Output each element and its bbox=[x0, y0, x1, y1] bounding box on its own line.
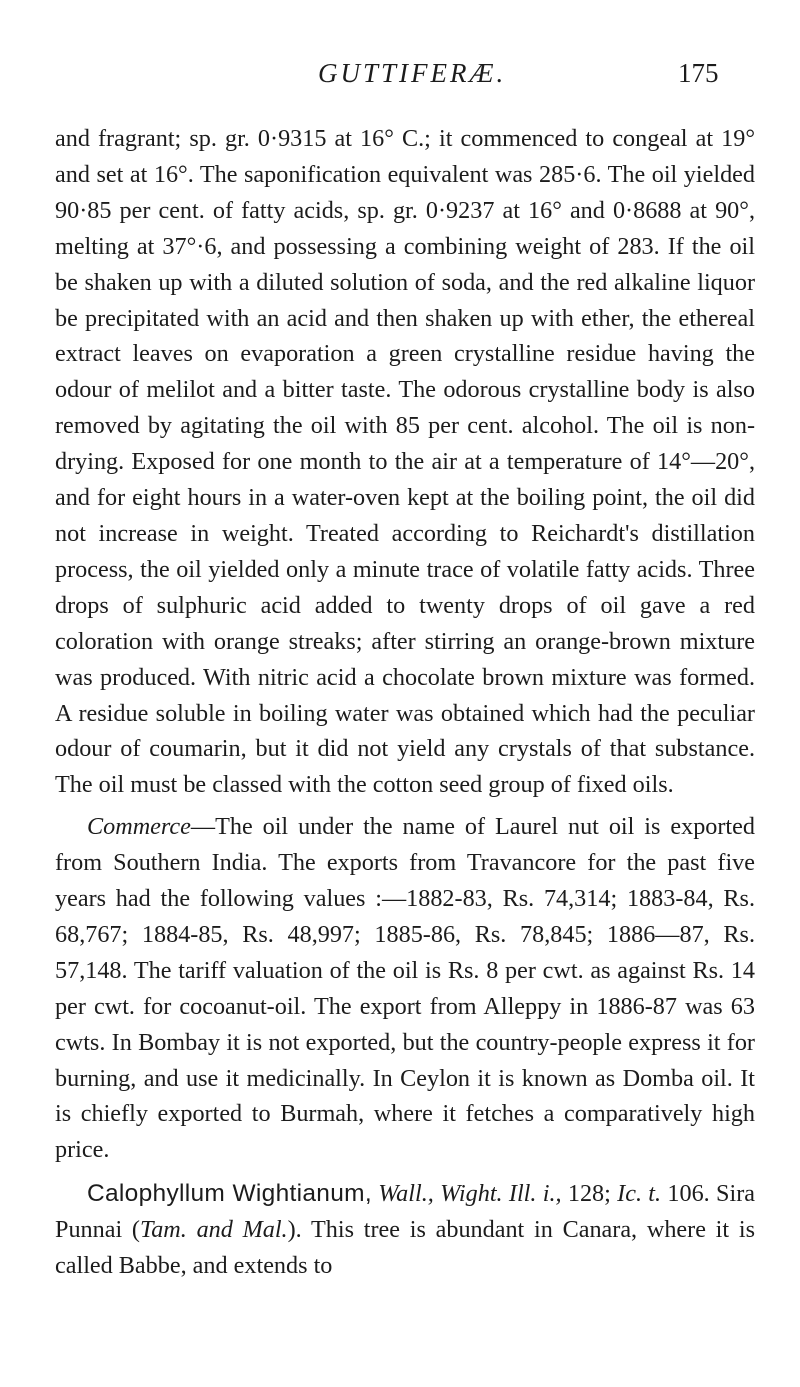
species-vernacular-languages: Tam. and Mal. bbox=[139, 1216, 288, 1244]
commerce-text: —The oil under the name of Laurel nut oil is exported from Southern India. The exports from Travancore for the past five years had the following values :—1882-83, Rs. 74,314; 1883-84, Rs. 68,767; 1884-85, Rs. 48,997; 1885-86, Rs. 78,845; 1886—87, Rs. 57,148. The tariff valuation of the oil is Rs. 8 per cwt. as against Rs. 14 per cwt. for cocoanut-oil. The export from Alleppy in 1886-87 was 63 cwts. In Bombay it is not exported, but the country-people express it for burning, and use it medicinally. In Ceylon it is known as Domba oil. It is chiefly exported to Burmah, where it fetches a comparatively high price. bbox=[55, 813, 755, 1164]
commerce-heading: Commerce bbox=[87, 813, 191, 841]
page-number: 175 bbox=[678, 58, 719, 88]
species-reference-wallich: Wall., Wight. Ill. i., bbox=[378, 1180, 562, 1208]
running-title: GUTTIFERÆ. bbox=[318, 58, 507, 88]
paragraph-commerce bbox=[55, 809, 755, 1168]
running-head bbox=[0, 58, 800, 98]
species-text-2: 106. Sira Punnai ( bbox=[55, 1180, 755, 1244]
species-reference-icones: Ic. t. bbox=[617, 1180, 662, 1208]
species-text-3: ). This tree is abundant in Canara, where it is called Babbe, and extends to bbox=[55, 1216, 755, 1280]
paragraph-oil-analysis: and fragrant; sp. gr. 0·9315 at 16° C.; it commenced to congeal at 19° and set at 16°. The saponification equivalent was 285·6. The oil yielded 90·85 per cent. of fatty acids, sp. gr. 0·9237 at 16° and 0·8688 at 90°, melting at 37°·6, and possessing a combining weight of 283. If the oil be shaken up with a diluted solution of soda, and the red alkaline liquor be precipitated with an acid and then shaken up with ether, the ethereal extract leaves on evaporation a green crystalline residue having the odour of melilot and a bitter taste. The odorous crystalline body is also removed by agitating the oil with 85 per cent. alcohol. The oil is non-drying. Exposed for one month to the air at a temperature of 14°—20°, and for eight hours in a water-oven kept at the boiling point, the oil did not increase in weight. Treated according to Reichardt's distillation process, the oil yielded only a minute trace of volatile fatty acids. Three drops of sulphuric acid added to twenty drops of oil gave a red coloration with orange streaks; after stirring an orange-brown mixture was produced. With nitric acid a chocolate brown mixture was formed. A residue soluble in boiling water was obtained which had the peculiar odour of coumarin, but it did not yield any crystals of that substance. The oil must be classed with the cotton seed group of fixed oils. bbox=[55, 125, 755, 799]
paragraph-species bbox=[55, 1176, 755, 1284]
species-name: Calophyllum Wightianum, bbox=[87, 1180, 372, 1208]
species-text-1: 128; bbox=[561, 1180, 618, 1208]
text-body bbox=[55, 121, 755, 1284]
